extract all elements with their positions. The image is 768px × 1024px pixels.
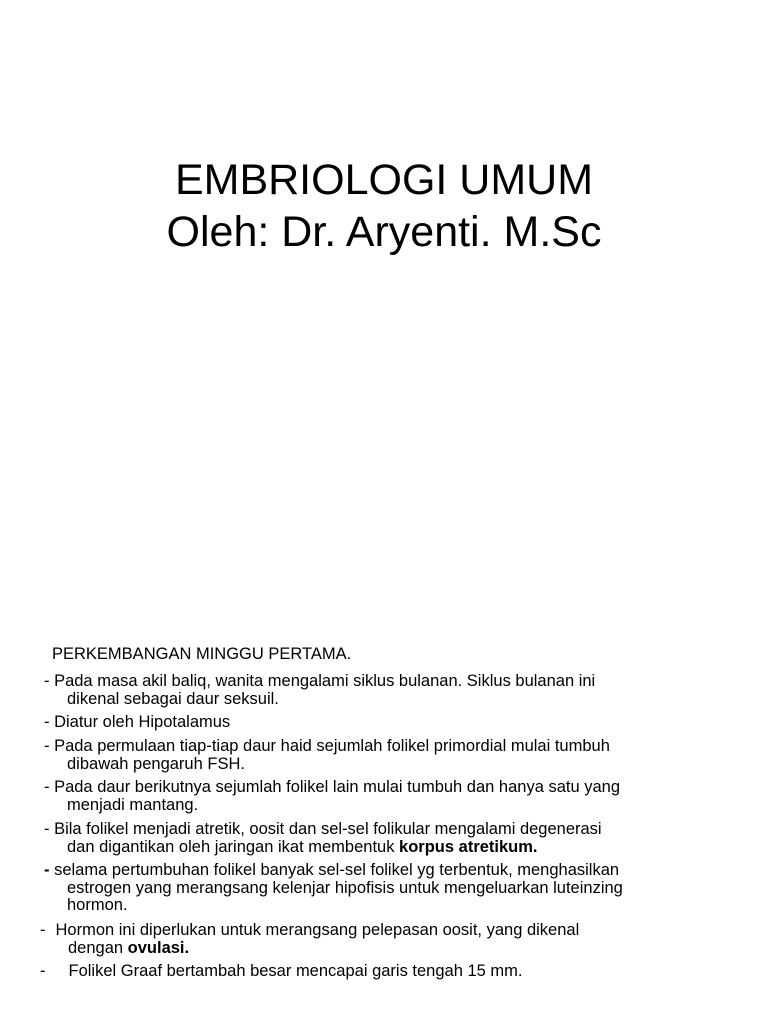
bullet-7 [40,922,579,957]
bullet-3-line-1: - Pada permulaan tiap-tiap daur haid sejumlah folikel primordial mulai tumbuh [44,737,610,755]
bullet-7-line-2-text: dengan [68,938,128,957]
bullet-6-line-1-text: selama pertumbuhan folikel banyak sel-sel folikel yg terbentuk, menghasilkan [49,861,620,879]
bullet-1-line-2: dikenal sebagai daur seksuil. [67,689,279,708]
bullet-5-emphasis: korpus atretikum. [399,837,538,856]
bullet-1-line-1: - Pada masa akil baliq, wanita mengalami siklus bulanan. Siklus bulanan ini [44,672,596,690]
bullet-2 [44,714,230,732]
section-heading: PERKEMBANGAN MINGGU PERTAMA. [52,645,352,663]
bullet-7-line-1 [40,921,579,939]
bullet-5-line-1: - Bila folikel menjadi atretik, oosit dan sel-sel folikular mengalami degenerasi [44,820,602,838]
bullet-4-line-1: - Pada daur berikutnya sejumlah folikel lain mulai tumbuh dan hanya satu yang [44,778,621,796]
bullet-7-line-1-text: Hormon ini diperlukan untuk merangsang pelepasan oosit, yang dikenal [55,921,580,939]
title-author-line: Oleh: Dr. Aryenti. M.Sc [166,208,602,256]
bullet-6-dash: - [44,861,50,879]
bullet-7-line-2 [40,940,579,958]
bullet-3-line-2: dibawah pengaruh FSH. [67,754,245,773]
bullet-6-line-1 [44,861,619,879]
bullet-5-line-2-text: dan digantikan oleh jaringan ikat membentuk [67,837,400,856]
bullet-2-line-1: - Diatur oleh Hipotalamus [44,713,231,731]
bullet-5 [44,821,602,856]
bullet-8-dash: - [40,962,46,980]
title-line-1: EMBRIOLOGI UMUM [174,156,594,204]
bullet-7-dash: - [40,921,46,939]
bullet-5-line-2 [44,839,602,857]
bullet-6-line-2: estrogen yang merangsang kelenjar hipofisis untuk mengeluarkan luteinzing [67,878,623,897]
bullet-3 [44,738,610,773]
bullet-8 [40,963,522,981]
bullet-6-line-3: hormon. [67,896,128,914]
bullet-4-line-2: menjadi mantang. [67,795,199,814]
bullet-6 [44,862,623,915]
bullet-4 [44,779,620,814]
bullet-8-line-1: Folikel Graaf bertambah besar mencapai garis tengah 15 mm. [68,962,523,980]
bullet-7-emphasis: ovulasi. [127,938,190,957]
slide-title [0,154,768,258]
bullet-1 [44,673,595,708]
